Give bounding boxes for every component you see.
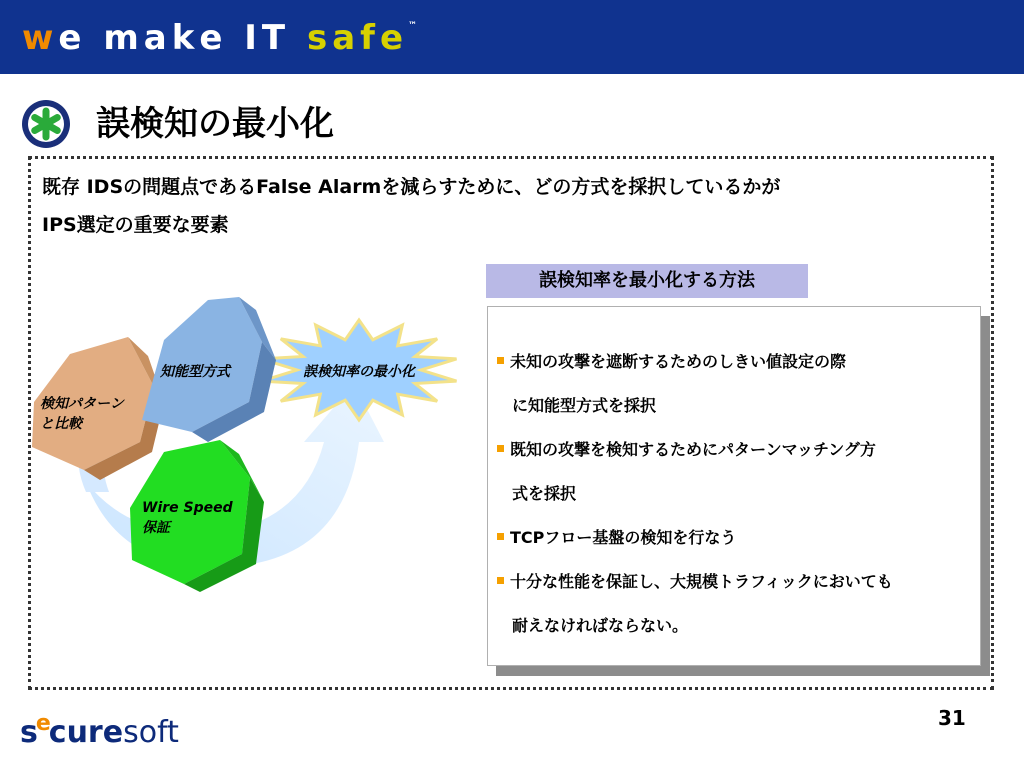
brand-letter: e — [379, 18, 409, 58]
logo-part: e — [35, 711, 51, 736]
block-label-line: 検知パターン — [40, 396, 124, 412]
intro-line: IPS選定の重要な要素 — [42, 214, 229, 236]
slide-title: 誤検知の最小化 — [96, 104, 334, 144]
process-diagram — [24, 292, 484, 592]
block-pattern-compare — [32, 337, 164, 480]
brand-letter — [86, 18, 103, 58]
brand-letter: k — [171, 18, 200, 58]
brand-letter: a — [143, 18, 172, 58]
brand-letter: w — [22, 18, 59, 58]
block-label-line: 保証 — [142, 520, 170, 536]
green-asterisk-icon — [20, 98, 72, 150]
brand-letter — [290, 18, 307, 58]
block-intelligent-method — [142, 297, 276, 442]
bullet-icon — [497, 577, 504, 584]
burst-label: 誤検知率の最小化 — [303, 364, 415, 380]
logo-part: soft — [123, 715, 179, 750]
block-label-line: Wire Speed — [142, 500, 233, 516]
brand-letter: e — [199, 18, 228, 58]
header-bar — [0, 0, 1024, 74]
page-number: 31 — [938, 706, 966, 730]
block-label-line: と比較 — [40, 416, 82, 432]
list-item-text: 十分な性能を保証し、大規模トラフィックにおいても — [510, 572, 893, 591]
bullet-icon — [497, 357, 504, 364]
list-item-text: TCPフロー基盤の検知を行なう — [510, 528, 737, 547]
brand-letter: a — [332, 18, 361, 58]
list-item — [497, 340, 893, 384]
block-label-line: 知能型方式 — [160, 364, 230, 380]
brand-letter: m — [103, 18, 144, 58]
methods-heading: 誤検知率を最小化する方法 — [486, 264, 808, 298]
block-label — [159, 363, 232, 380]
list-item-continuation: に知能型方式を採択 — [512, 396, 657, 415]
list-item-continuation: 式を採択 — [512, 484, 577, 503]
list-item-continuation: 耐えなければならない。 — [512, 616, 689, 635]
list-item-text: 未知の攻撃を遮断するためのしきい値設定の際 — [510, 352, 847, 371]
trademark-mark: ™ — [408, 21, 418, 31]
logo-part: s — [20, 715, 38, 750]
intro-text — [42, 168, 780, 244]
brand-letter: T — [261, 18, 291, 58]
list-item-text: 既知の攻撃を検知するためにパターンマッチング方 — [510, 440, 876, 459]
securesoft-logo — [20, 710, 179, 750]
brand-letter: s — [306, 18, 333, 58]
list-item — [497, 560, 893, 604]
bullet-icon — [497, 533, 504, 540]
list-item — [497, 428, 893, 472]
block-wire-speed — [130, 440, 264, 592]
list-item — [497, 516, 893, 560]
bullet-icon — [497, 445, 504, 452]
methods-list — [497, 340, 893, 648]
brand-letter: f — [360, 18, 380, 58]
brand-letter: I — [244, 18, 262, 58]
brand-letter — [227, 18, 244, 58]
logo-part: cure — [48, 715, 124, 750]
brand-letter: e — [58, 18, 87, 58]
intro-line: 既存 IDSの問題点であるFalse Alarmを減らすために、どの方式を採択しているかが — [42, 176, 781, 198]
brand-logo — [22, 18, 417, 58]
